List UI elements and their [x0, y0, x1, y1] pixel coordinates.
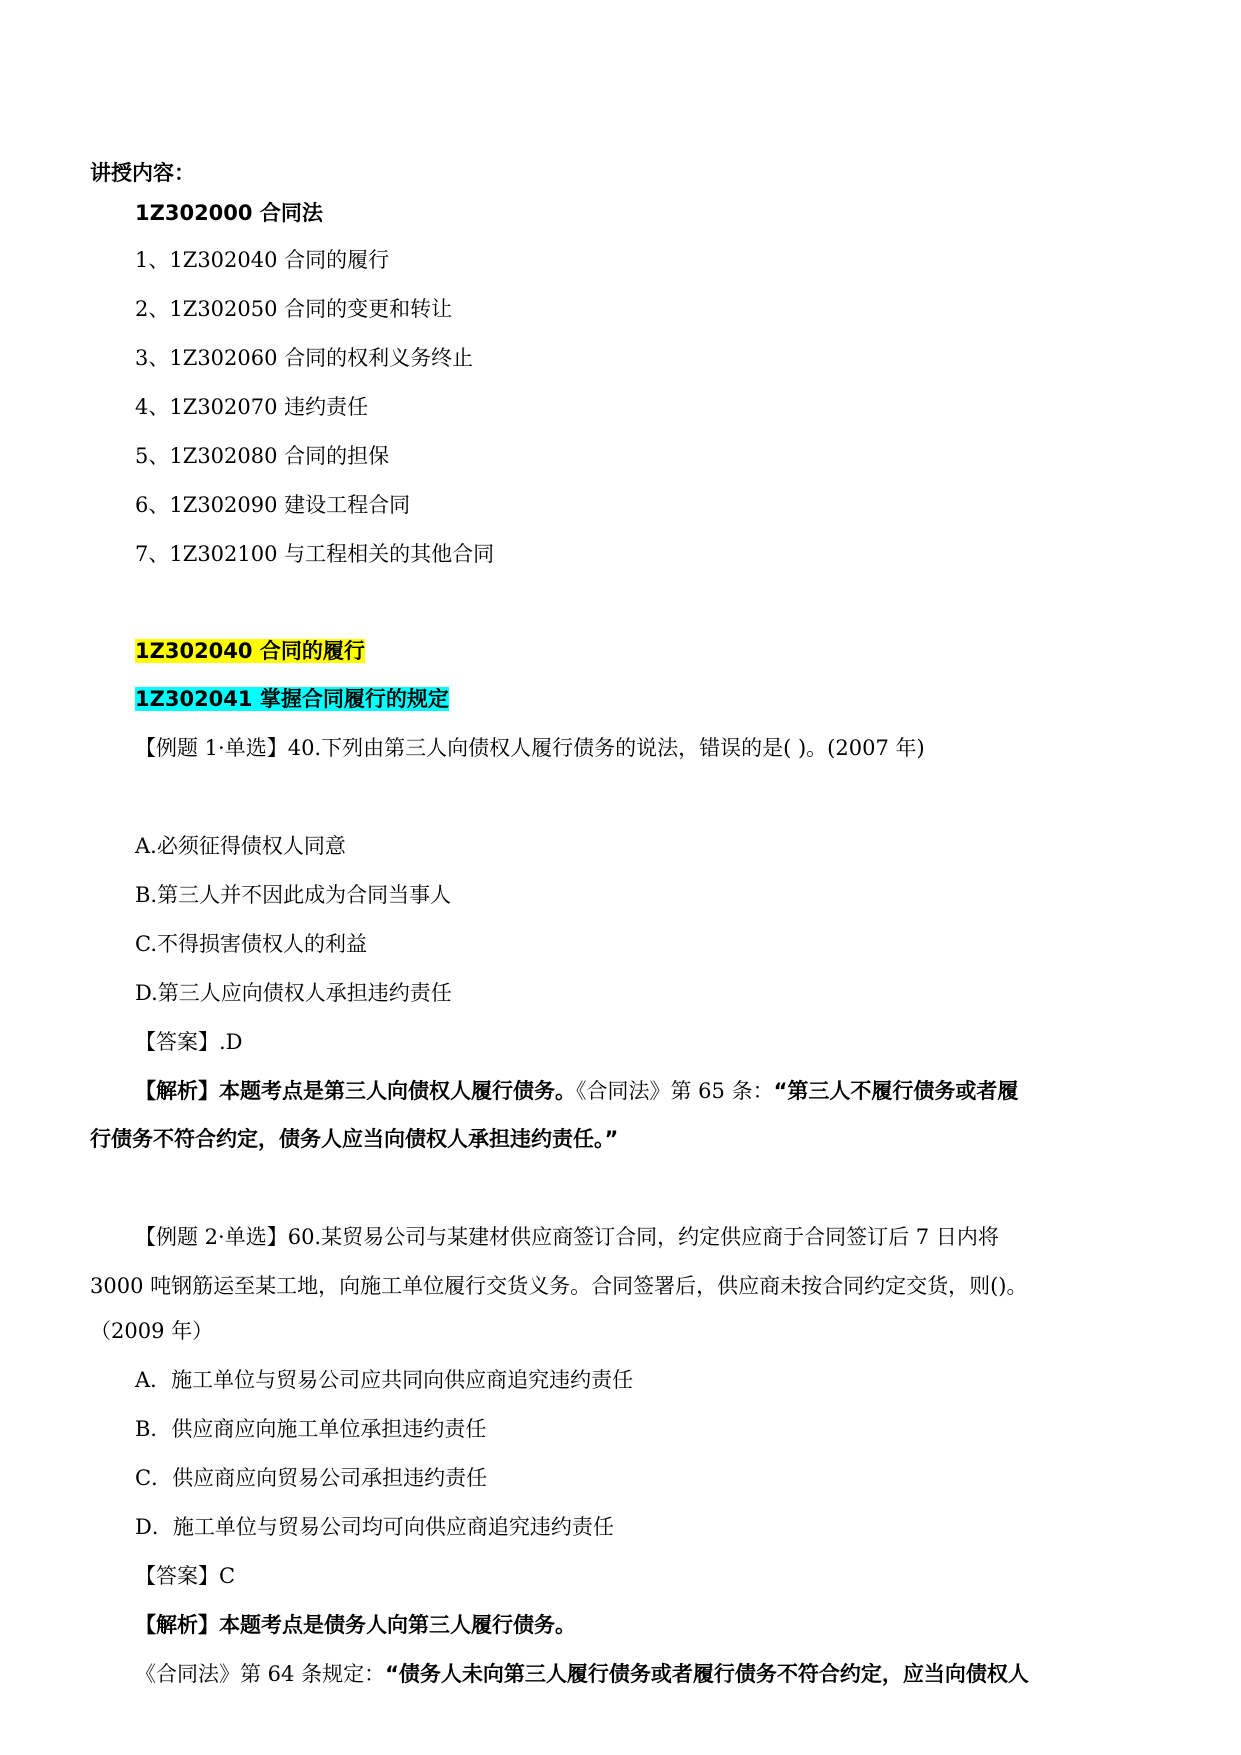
question-1-option: B.第三人并不因此成为合同当事人 [135, 883, 452, 907]
analysis-key-point: 债务人向第三人履行债务。 [324, 1613, 576, 1637]
question-2-analysis [135, 1610, 576, 1640]
question-2-option: B．供应商应向施工单位承担违约责任 [135, 1417, 487, 1441]
question-1-stem: 【例题 1·单选】40.下列由第三人向债权人履行债务的说法，错误的是( )。(2007 年) [135, 736, 925, 760]
question-1-analysis [135, 1076, 1018, 1106]
question-2-option: C．供应商应向贸易公司承担违约责任 [135, 1466, 488, 1490]
question-1-option: D.第三人应向债权人承担违约责任 [135, 981, 452, 1005]
section-title-text: 1Z302040 合同的履行 [135, 639, 365, 663]
chapter-title: 1Z302000 合同法 [135, 201, 323, 225]
question-2-answer: 【答案】C [135, 1564, 236, 1588]
question-2-option: A．施工单位与贸易公司应共同向供应商追究违约责任 [135, 1368, 634, 1392]
question-2-stem-year: （2009 年） [90, 1319, 214, 1343]
subsection-title-text: 1Z302041 掌握合同履行的规定 [135, 687, 449, 711]
question-2-stem: 【例题 2·单选】60.某贸易公司与某建材供应商签订合同，约定供应商于合同签订后 7 日内将 [135, 1225, 999, 1249]
question-1-analysis-cont: 行债务不符合约定，债务人应当向债权人承担违约责任。” [90, 1127, 619, 1151]
analysis-law-ref: 《合同法》第 65 条： [576, 1079, 774, 1103]
question-1-option: A.必须征得债权人同意 [135, 834, 346, 858]
question-1-option: C.不得损害债权人的利益 [135, 932, 367, 956]
law-ref: 《合同法》第 64 条规定： [135, 1662, 386, 1686]
question-2-option: D．施工单位与贸易公司均可向供应商追究违约责任 [135, 1515, 614, 1539]
analysis-label: 【解析】本题考点是 [135, 1079, 324, 1103]
toc-item: 5、1Z302080 合同的担保 [135, 444, 390, 468]
toc-item: 6、1Z302090 建设工程合同 [135, 493, 411, 517]
page-heading: 讲授内容： [90, 161, 195, 185]
analysis-key-point: 第三人向债权人履行债务。 [324, 1079, 576, 1103]
toc-item: 2、1Z302050 合同的变更和转让 [135, 297, 453, 321]
toc-item: 1、1Z302040 合同的履行 [135, 248, 390, 272]
question-2-law [135, 1659, 1029, 1689]
toc-item: 7、1Z302100 与工程相关的其他合同 [135, 542, 495, 566]
toc-item: 3、1Z302060 合同的权利义务终止 [135, 346, 474, 370]
question-1-answer: 【答案】.D [135, 1030, 243, 1054]
analysis-label: 【解析】本题考点是 [135, 1613, 324, 1637]
law-quote: “债务人未向第三人履行债务或者履行债务不符合约定，应当向债权人 [385, 1662, 1029, 1686]
subsection-title [135, 684, 449, 714]
toc-item: 4、1Z302070 违约责任 [135, 395, 369, 419]
question-2-stem-cont: 3000 吨钢筋运至某工地，向施工单位履行交货义务。合同签署后，供应商未按合同约定交货，则()。 [90, 1274, 1028, 1298]
section-title [135, 636, 365, 666]
analysis-quote: “第三人不履行债务或者履 [773, 1079, 1019, 1103]
